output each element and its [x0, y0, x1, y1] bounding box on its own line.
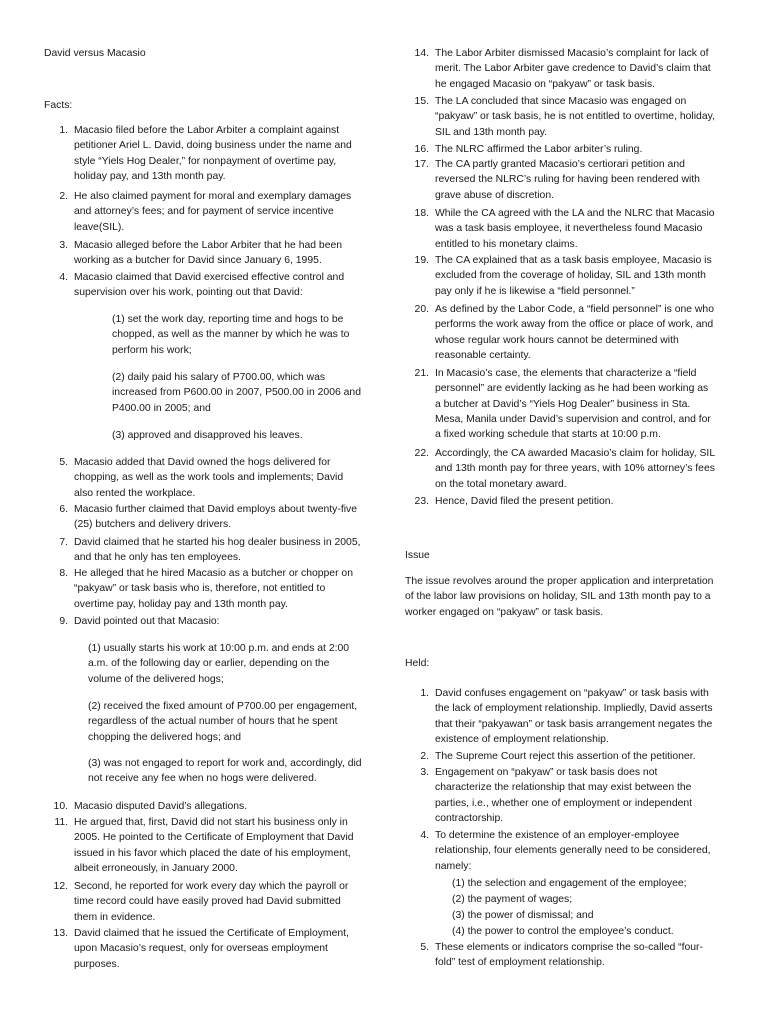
- fact-number: 20.: [414, 304, 429, 315]
- fact-text: Accordingly, the CA awarded Macasio’s claim for holiday, SIL and 13th month pay for three years, with 10% attorney’s fees on the total monetary award.: [435, 448, 715, 490]
- fact-number: 9.: [59, 616, 68, 627]
- fact-number: 15.: [414, 96, 429, 107]
- fact-number: 4.: [59, 272, 68, 283]
- fact-text: He also claimed payment for moral and exemplary damages and attorney’s fees; and for payment of service incentive leave(SIL).: [74, 191, 352, 233]
- held-text: David confuses engagement on “pakyaw” or task basis with the lack of employment relationship. Impliedly, David asserts that their “pakyawan” or task basis arrangement negates the existence of employment relationship.: [435, 688, 713, 745]
- issue-heading: Issue: [405, 550, 430, 561]
- fact-number: 21.: [414, 368, 429, 379]
- fact-text: Macasio further claimed that David employs about twenty-five (25) butchers and delivery drivers.: [74, 504, 357, 531]
- fact-text: The Labor Arbiter dismissed Macasio’s complaint for lack of merit. The Labor Arbiter gave credence to David’s claim that he engaged Macasio on “pakyaw” or task basis.: [435, 48, 711, 90]
- held-number: 3.: [420, 767, 429, 778]
- fact-number: 16.: [414, 144, 429, 155]
- held-4-element: (1) the selection and engagement of the employee;: [452, 878, 687, 889]
- fact-text: While the CA agreed with the LA and the NLRC that Macasio was a task basis employee, it nevertheless found Macasio entitled to his monetary claims.: [435, 208, 715, 250]
- held-number: 2.: [420, 751, 429, 762]
- fact-text: The NLRC affirmed the Labor arbiter’s ruling.: [435, 144, 643, 155]
- held-heading: Held:: [405, 658, 430, 669]
- held-4-element: (3) the power of dismissal; and: [452, 910, 594, 921]
- fact-number: 19.: [414, 255, 429, 266]
- fact-text: Macasio added that David owned the hogs delivered for chopping, as well as the work tools and implements; David also rented the workplace.: [74, 457, 344, 499]
- held-text: To determine the existence of an employer-employee relationship, four elements generally need to be considered, namely:: [435, 830, 711, 872]
- fact-4-sub-item: (3) approved and disapproved his leaves.: [112, 430, 303, 441]
- fact-number: 11.: [54, 817, 68, 828]
- fact-text: The CA explained that as a task basis employee, Macasio is excluded from the coverage of holiday, SIL and 13th month pay only if he is likewise a “field personnel.”: [435, 255, 712, 297]
- fact-number: 17.: [414, 159, 429, 170]
- fact-9-sub-item: (2) received the fixed amount of P700.00 per engagement, regardless of the actual number of hours that he spent chopping the delivered hogs; and: [88, 701, 358, 743]
- fact-9-sub-item: (1) usually starts his work at 10:00 p.m. and ends at 2:00 a.m. of the following day or earlier, depending on the volume of the delivered hogs;: [88, 643, 350, 685]
- held-number: 5.: [420, 942, 429, 953]
- issue-paragraph: The issue revolves around the proper application and interpretation of the labor law provisions on holiday, SIL and 13th month pay to a worker engaged on “pakyaw” or task basis.: [405, 576, 714, 618]
- fact-text: Macasio filed before the Labor Arbiter a complaint against petitioner Ariel L. David, doing business under the name and style “Yiels Hog Dealer,” for nonpayment of overtime pay, holiday pay, and 13th month pay.: [74, 125, 352, 182]
- held-text: These elements or indicators comprise the so-called “four-fold” test of employment relationship.: [435, 942, 703, 969]
- fact-text: The CA partly granted Macasio’s certiorari petition and reversed the NLRC’s ruling for having been rendered with grave abuse of discretion.: [435, 159, 700, 201]
- fact-number: 13.: [53, 928, 68, 939]
- fact-number: 8.: [59, 568, 68, 579]
- fact-4-sub-item: (1) set the work day, reporting time and hogs to be chopped, as well as the manner by which he was to perform his work;: [112, 314, 350, 356]
- fact-text: He alleged that he hired Macasio as a butcher or chopper on “pakyaw” or task basis who is, therefore, not entitled to overtime pay, holiday pay and 13th month pay.: [74, 568, 353, 610]
- fact-number: 18.: [414, 208, 429, 219]
- fact-number: 22.: [414, 448, 429, 459]
- fact-text: The LA concluded that since Macasio was engaged on “pakyaw” or task basis, he is not entitled to overtime, holiday, SIL and 13th month pay.: [435, 96, 715, 138]
- held-4-element: (2) the payment of wages;: [452, 894, 573, 905]
- facts-heading: Facts:: [44, 100, 73, 111]
- fact-9-sub-item: (3) was not engaged to report for work and, accordingly, did not receive any fee when no hogs were delivered.: [88, 758, 362, 785]
- fact-number: 1.: [59, 125, 68, 136]
- fact-number: 2.: [59, 191, 68, 202]
- fact-text: As defined by the Labor Code, a “field personnel” is one who performs the work away from the office or place of work, and whose regular work hours cannot be determined with reasonable certainty.: [435, 304, 714, 361]
- fact-number: 14.: [414, 48, 429, 59]
- held-text: Engagement on “pakyaw” or task basis does not characterize the relationship that may exist between the parties, i.e., whether one of employment or independent contractorship.: [435, 767, 693, 824]
- fact-text: Macasio claimed that David exercised effective control and supervision over his work, pointing out that David:: [74, 272, 345, 299]
- fact-text: David claimed that he started his hog dealer business in 2005, and that he only has ten employees.: [74, 537, 361, 564]
- held-number: 4.: [420, 830, 429, 841]
- held-4-element: (4) the power to control the employee’s conduct.: [452, 926, 674, 937]
- fact-number: 3.: [59, 240, 68, 251]
- fact-number: 7.: [59, 537, 68, 548]
- fact-number: 6.: [59, 504, 68, 515]
- fact-text: Macasio disputed David’s allegations.: [74, 801, 248, 812]
- held-number: 1.: [420, 688, 429, 699]
- fact-text: David pointed out that Macasio:: [74, 616, 220, 627]
- fact-number: 10.: [53, 801, 68, 812]
- fact-text: In Macasio’s case, the elements that characterize a “field personnel” are evidently lacking as he had been working as a butcher at David’s “Yiels Hog Dealer” business in Sta. Mesa, Manila under David’s supervision and control, and for a fixed working schedule that starts at 10:00 p.m.: [435, 368, 711, 441]
- fact-number: 12.: [53, 881, 68, 892]
- fact-text: Second, he reported for work every day which the payroll or time record could have easily proved had David submitted them in evidence.: [74, 881, 349, 923]
- fact-text: David claimed that he issued the Certificate of Employment, upon Macasio’s request, only for overseas employment purposes.: [74, 928, 349, 970]
- fact-number: 5.: [59, 457, 68, 468]
- held-text: The Supreme Court reject this assertion of the petitioner.: [435, 751, 696, 762]
- fact-4-sub-item: (2) daily paid his salary of P700.00, which was increased from P600.00 in 2007, P500.00 in 2006 and P400.00 in 2005; and: [112, 372, 361, 414]
- fact-text: Hence, David filed the present petition.: [435, 496, 614, 507]
- fact-text: He argued that, first, David did not start his business only in 2005. He pointed to the Certificate of Employment that David issued in his favor which placed the date of his employment, albeit erroneously, in January 2000.: [74, 817, 354, 874]
- fact-text: Macasio alleged before the Labor Arbiter that he had been working as a butcher for David since January 6, 1995.: [74, 240, 343, 267]
- document-title: David versus Macasio: [44, 48, 146, 59]
- fact-number: 23.: [414, 496, 429, 507]
